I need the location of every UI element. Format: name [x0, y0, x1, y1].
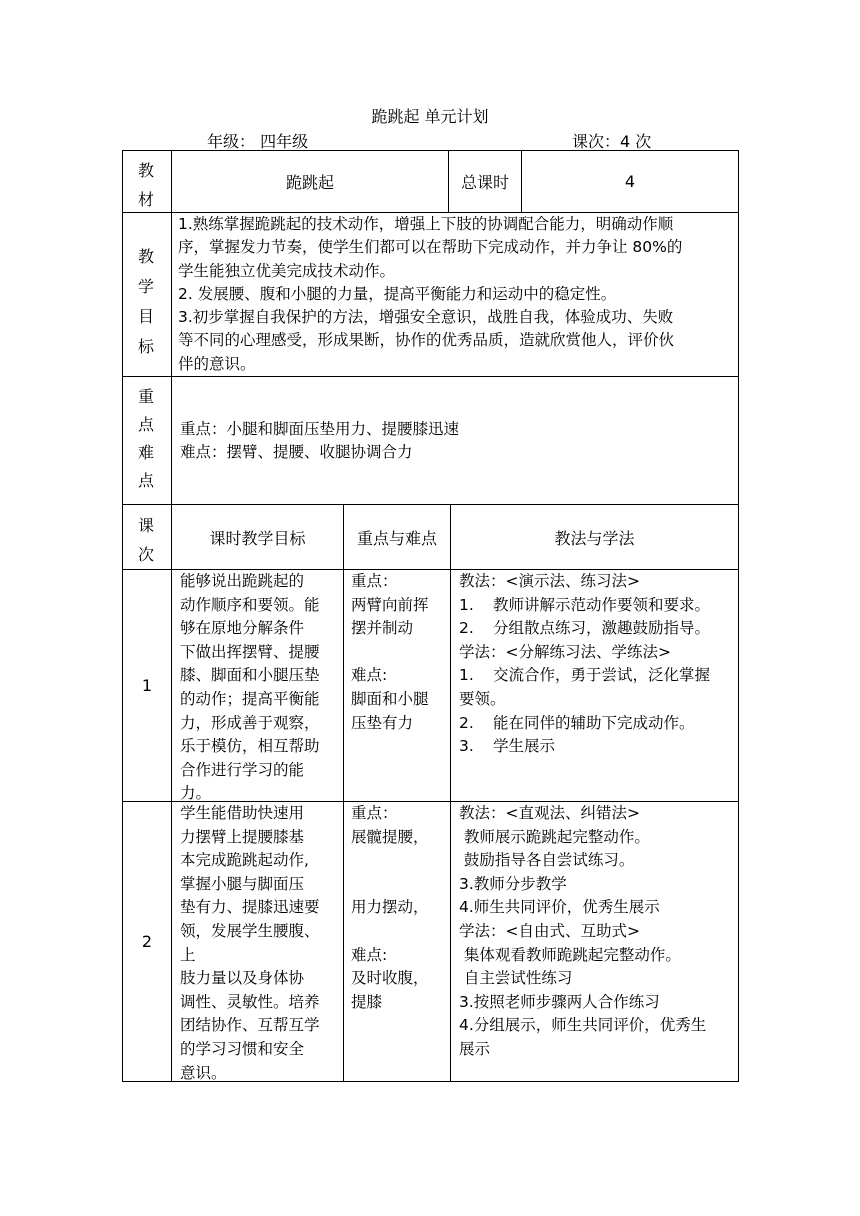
goals-label: 教 学 目 标	[137, 247, 154, 356]
lesson-number-2: 2	[141, 932, 153, 951]
material-label: 教 材	[137, 161, 154, 209]
total-hours-label: 总课时	[460, 173, 509, 192]
lesson-count-label: 课次：4 次	[572, 132, 652, 151]
total-hours-value: 4	[624, 172, 636, 191]
material-value: 跪跳起	[285, 173, 334, 192]
focus-point: 重点：小腿和脚面压垫用力、提腰膝迅速	[180, 420, 460, 438]
difficulty-point: 难点：摆臂、提腰、收腿协调合力	[180, 443, 413, 461]
lesson-2-objective: 学生能借助快速用 力摆臂上提腰膝基 本完成跪跳起动作, 掌握小腿与脚面压 垫有力、提膝迅速要 领，发展学生腰腹、 上 肢力量以及身体协 调性、灵敏性。培养 团结协作、互帮互学 的学习习惯和安全 意识。	[180, 804, 320, 1082]
grade-label: 年级： 四年级	[207, 132, 309, 151]
key-points-label: 重 点 难 点	[137, 387, 154, 490]
lesson-1-points: 重点： 两臂向前挥 摆并制动 难点: 脚面和小腿 压垫有力	[351, 572, 429, 732]
teaching-goals-text: 1.熟练掌握跪跳起的技术动作，增强上下肢的协调配合能力，明确动作顺 序，掌握发力节奏，使学生们都可以在帮助下完成动作，并力争让 80%的 学生能独立优美完成技术动作。 2. 发展腰、腹和小腿的力量，提高平衡能力和运动中的稳定性。 3.初步掌握自我保护的方法，增强安全意识，战胜自我，体验成功、失败 等不同的心理感受，形成果断，协作的优秀品质，造就欣赏他人，评价伙 伴的意识。	[178, 215, 683, 373]
lesson-number-header: 课 次	[137, 516, 154, 564]
lesson-2-methods: 教法：<直观法、纠错法> 教师展示跪跳起完整动作。 鼓励指导各自尝试练习。 3.教师分步教学 4.师生共同评价，优秀生展示 学法：<自由式、互助式> 集体观看教师跪跳起完整动作。 自主尝试性练习 3.按照老师步骤两人合作练习 4.分组展示，师生共同评价，优秀生 展示	[459, 804, 707, 1058]
lesson-number-1: 1	[141, 676, 153, 695]
points-header: 重点与难点	[356, 528, 437, 548]
objective-header: 课时教学目标	[209, 528, 306, 548]
lesson-1-methods: 教法：<演示法、练习法> 1. 教师讲解示范动作要领和要求。 2. 分组散点练习，激趣鼓励指导。 学法：<分解练习法、学练法> 1. 交流合作，勇于尝试，泛化掌握 要领。 2. 能在同伴的辅助下完成动作。 3. 学生展示	[459, 572, 711, 756]
lesson-2-points: 重点： 展髋提腰， 用力摆动， 难点: 及时收腹， 提膝	[351, 804, 429, 1011]
key-points-text	[180, 418, 459, 464]
lesson-1-objective: 能够说出跪跳起的 动作顺序和要领。能 够在原地分解条件 下做出挥摆臂、提腰 膝、脚面和小腿压垫 的动作；提高平衡能 力，形成善于观察， 乐于模仿，相互帮助 合作进行学习的能 力。	[180, 572, 320, 803]
document-title: 跪跳起 单元计划	[371, 107, 489, 126]
methods-header: 教法与学法	[554, 528, 635, 548]
